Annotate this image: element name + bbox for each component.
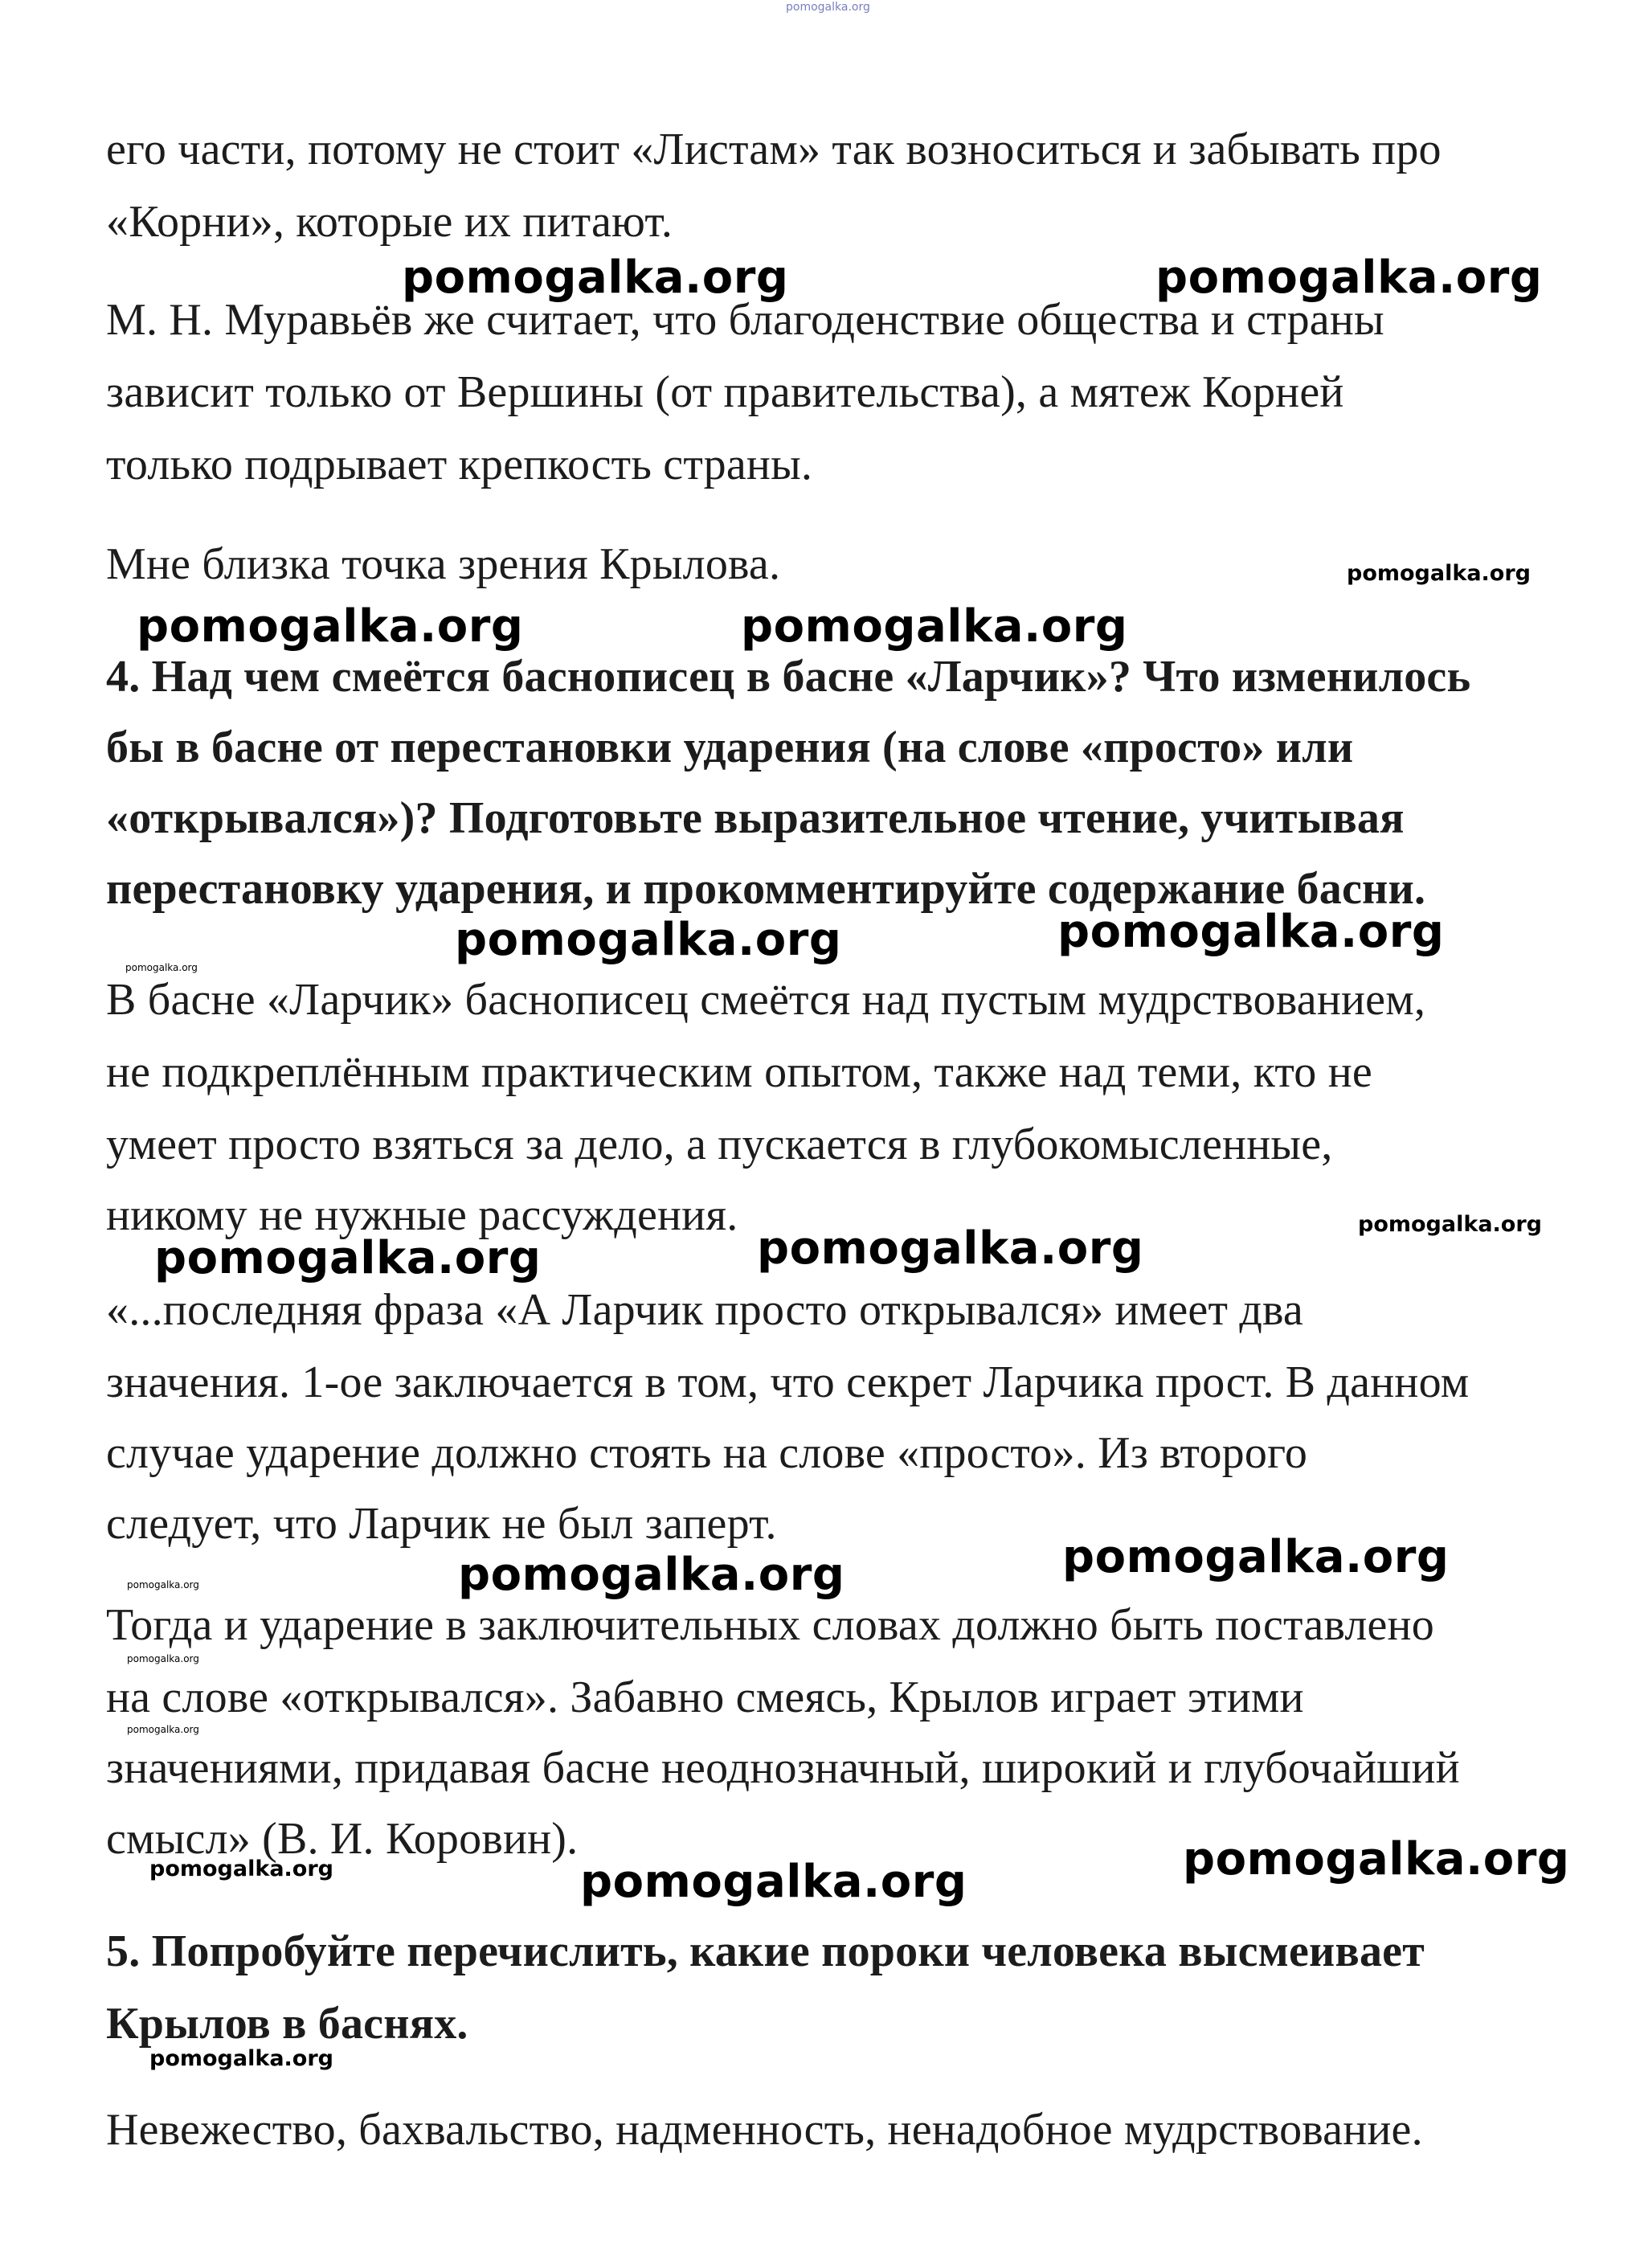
text-line: его части, потому не стоит «Листам» так возноситься и забывать про <box>106 125 1442 174</box>
text-line: Тогда и ударение в заключительных словах должно быть поставлено <box>106 1600 1434 1650</box>
watermark-small: pomogalka.org <box>127 1724 199 1735</box>
watermark: pomogalka.org <box>1358 1212 1542 1237</box>
watermark: pomogalka.org <box>1057 906 1445 958</box>
watermark: pomogalka.org <box>458 1549 845 1601</box>
question-line: бы в басне от перестановки ударения (на слове «просто» или <box>106 723 1354 772</box>
watermark: pomogalka.org <box>1347 561 1531 586</box>
text-line: зависит только от Вершины (от правительства), а мятеж Корней <box>106 367 1344 417</box>
text-line: значения. 1-ое заключается в том, что секрет Ларчика прост. В данном <box>106 1357 1470 1407</box>
text-line: умеет просто взяться за дело, а пускается в глубокомысленные, <box>106 1120 1333 1169</box>
watermark: pomogalka.org <box>580 1856 967 1908</box>
watermark: pomogalka.org <box>455 914 842 966</box>
text-line: «...последняя фраза «А Ларчик просто открывался» имеет два <box>106 1285 1303 1335</box>
text-line: смысл» (В. И. Коровин). <box>106 1814 579 1864</box>
watermark: pomogalka.org <box>402 252 789 304</box>
watermark-small: pomogalka.org <box>127 1653 199 1664</box>
text-line: В басне «Ларчик» баснописец смеётся над пустым мудрствованием, <box>106 975 1426 1025</box>
text-line: значениями, придавая басне неоднозначный, широкий и глубочайший <box>106 1743 1460 1793</box>
question-line: перестановку ударения, и прокомментируйте содержание басни. <box>106 864 1426 914</box>
watermark-top: pomogalka.org <box>786 1 870 14</box>
watermark: pomogalka.org <box>154 1232 542 1284</box>
text-line: Невежество, бахвальство, надменность, ненадобное мудрствование. <box>106 2105 1423 2155</box>
text-line: случае ударение должно стоять на слове «просто». Из второго <box>106 1428 1308 1478</box>
text-line: Мне близка точка зрения Крылова. <box>106 539 781 589</box>
watermark-small: pomogalka.org <box>127 1579 199 1590</box>
watermark: pomogalka.org <box>1062 1531 1450 1583</box>
watermark: pomogalka.org <box>741 600 1128 653</box>
watermark-small: pomogalka.org <box>125 962 198 973</box>
text-line: не подкреплённым практическим опытом, также над теми, кто не <box>106 1047 1372 1097</box>
watermark: pomogalka.org <box>1183 1833 1570 1885</box>
watermark: pomogalka.org <box>757 1222 1144 1275</box>
text-line: только подрывает крепкость страны. <box>106 440 813 489</box>
watermark: pomogalka.org <box>137 600 524 653</box>
text-line: на слове «открывался». Забавно смеясь, Крылов играет этими <box>106 1672 1304 1722</box>
watermark: pomogalka.org <box>1155 252 1543 304</box>
question-line: 5. Попробуйте перечислить, какие пороки человека высмеивает <box>106 1926 1425 1976</box>
text-line: никому не нужные рассуждения. <box>106 1190 738 1240</box>
text-line: следует, что Ларчик не был заперт. <box>106 1499 777 1549</box>
question-line: 4. Над чем смеётся баснописец в басне «Ларчик»? Что изменилось <box>106 652 1471 702</box>
question-line: «открывался»)? Подготовьте выразительное чтение, учитывая <box>106 793 1405 843</box>
watermark: pomogalka.org <box>149 1857 333 1881</box>
text-line: «Корни», которые их питают. <box>106 197 673 247</box>
watermark: pomogalka.org <box>149 2046 333 2071</box>
text-line: М. Н. Муравьёв же считает, что благоденствие общества и страны <box>106 295 1384 345</box>
question-line: Крылов в баснях. <box>106 1999 468 2049</box>
